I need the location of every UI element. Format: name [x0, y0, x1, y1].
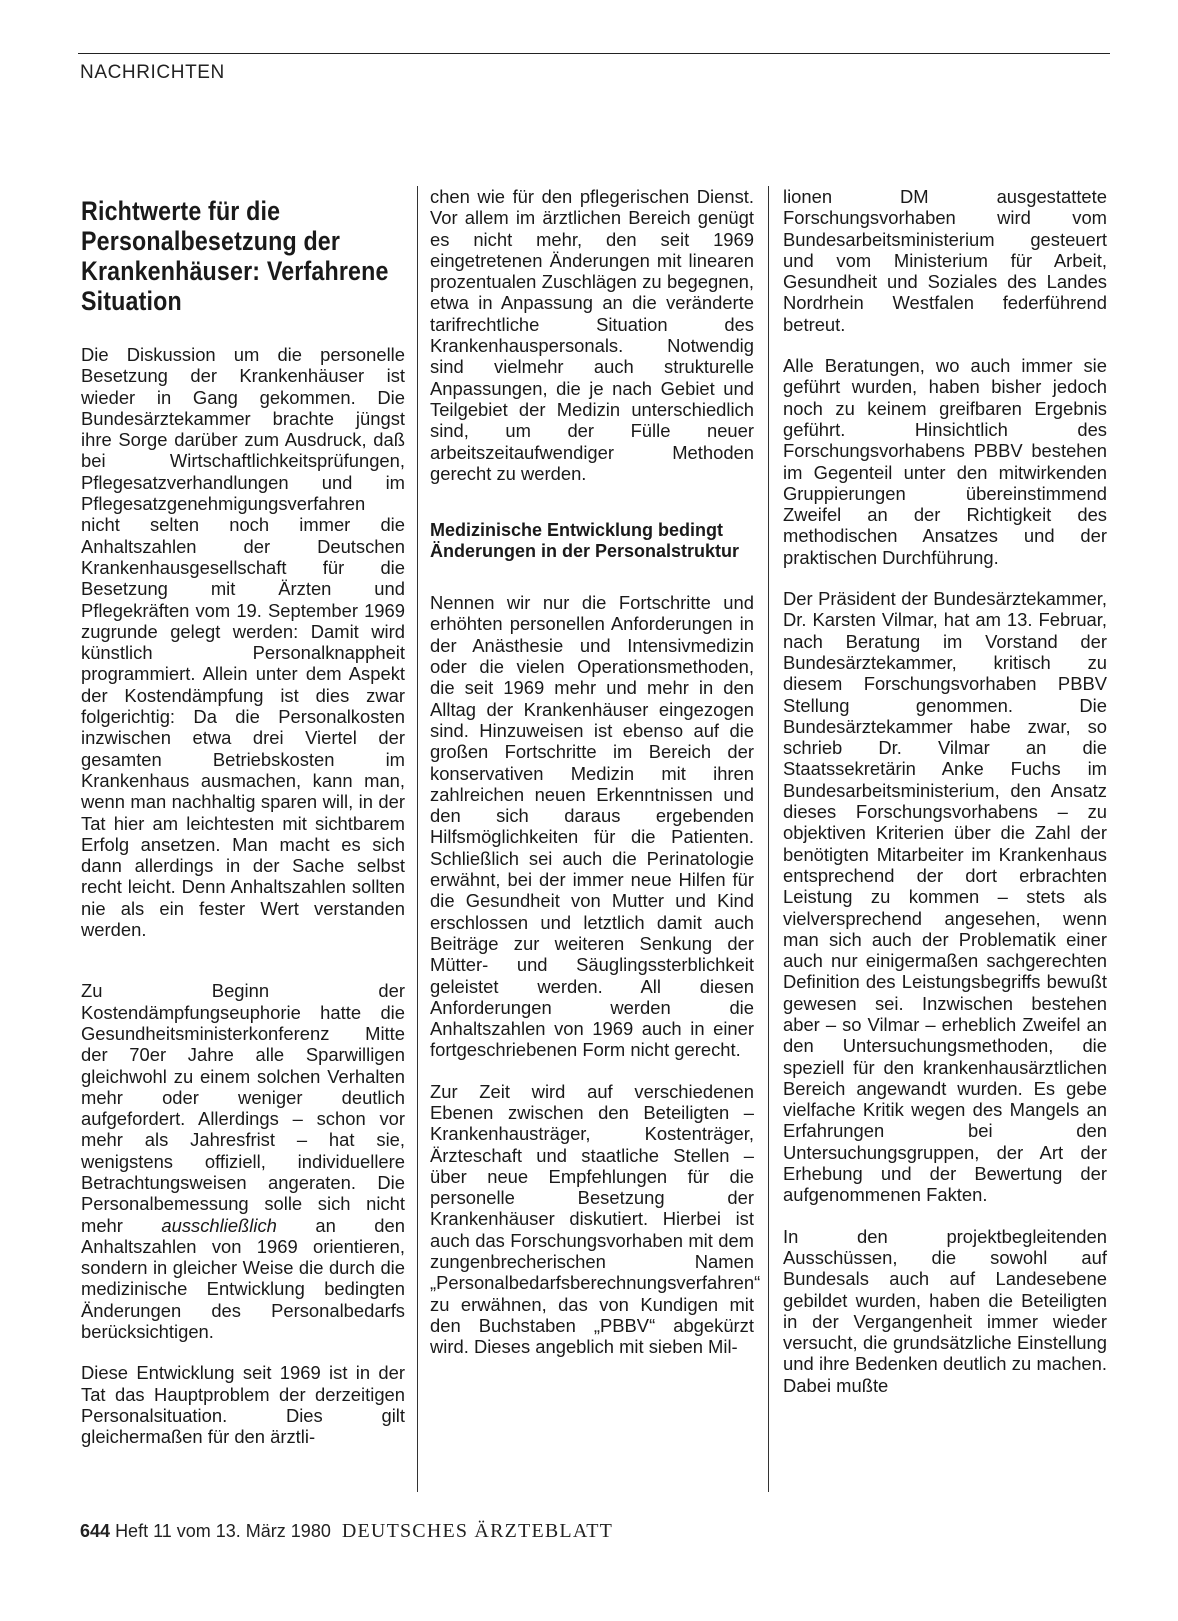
column-divider	[768, 186, 769, 1492]
paragraph: lionen DM ausgestattete Forschungsvorhaben wird vom Bundesarbeitsministerium gesteuert und vom Ministerium für Arbeit, Gesundheit und Soziales des Landes Nordrhein Westfalen federführend betreut.	[783, 186, 1107, 335]
top-rule	[78, 53, 1110, 54]
article-headline: Richtwerte für die Personalbesetzung der Krankenhäuser: Verfahrene Situation	[81, 196, 389, 316]
column-divider	[417, 186, 418, 1492]
paragraph: Der Präsident der Bundesärztekammer, Dr. Karsten Vilmar, hat am 13. Februar, nach Beratung im Vorstand der Bundesärztekammer, kritisch zu diesem Forschungsvorhaben PBBV Stellung genommen. Die Bundesärztekammer habe zwar, so schrieb Dr. Vilmar an die Staatssekretärin Anke Fuchs im Bundesarbeitsministerium, den Ansatz dieses Forschungsvorhabens – zu objektiven Kriterien über die Zahl der benötigten Mitarbeiter im Krankenhaus entsprechend der dort erbrachten Leistung zu kommen – stets als vielversprechend angesehen, wenn man sich auch der Problematik einer auch nur einigermaßen sachgerechten Definition des Leistungsbegriffs bewußt gewesen sei. Inzwischen bestehen aber – so Vilmar – erheblich Zweifel an den Untersuchungsmethoden, die speziell für den krankenhausärztlichen Bereich angewandt wurden. Es gebe vielfache Kritik wegen des Mangels an Erfahrungen bei den Untersuchungsgruppen, der Art der Erhebung und der Bewertung der aufgenommenen Fakten.	[783, 588, 1107, 1206]
paragraph: Zur Zeit wird auf verschiedenen Ebenen zwischen den Beteiligten – Krankenhausträger, Kostenträger, Ärzteschaft und staatliche Stellen – über neue Empfehlungen für die personelle Besetzung der Krankenhäuser diskutiert. Hierbei ist auch das Forschungsvorhaben mit dem zungenbrecherischen Namen „Personalbedarfsberechnungsverfahren“ zu erwähnen, das von Kundigen mit den Buchstaben „PBBV“ abgekürzt wird. Dieses angeblich mit sieben Mil-	[430, 1080, 761, 1358]
subheading: Medizinische Entwicklung bedingt Änderungen in der Personalstruktur	[430, 520, 740, 562]
column-2	[430, 186, 761, 1378]
page-footer	[80, 1520, 613, 1543]
column-3	[783, 186, 1107, 1416]
paragraph	[81, 980, 405, 1342]
paragraph: chen wie für den pflegerischen Dienst. Vor allem im ärztlichen Bereich genügt es nicht mehr, den seit 1969 eingetretenen Änderungen mit linearen prozentualen Zuschlägen zu begegnen, etwa in Anpassung an die veränderte tarifrechtliche Situation des Krankenhauspersonals. Notwendig sind vielmehr auch strukturelle Anpassungen, die je nach Gebiet und Teilgebiet der Medizin unterschiedlich sind, um der Fülle neuer arbeitszeitaufwendiger Methoden gerecht zu werden.	[430, 186, 754, 484]
paragraph: Die Diskussion um die personelle Besetzung der Krankenhäuser ist wieder in Gang gekommen. Die Bundesärztekammer brachte jüngst ihre Sorge darüber zum Ausdruck, daß bei Wirtschaftlichkeitsprüfungen, Pflegesatzverhandlungen und im Pflegesatzgenehmigungsverfahren nicht selten noch immer die Anhaltszahlen der Deutschen Krankenhausgesellschaft für die Besetzung mit Ärzten und Pflegekräften vom 19. September 1969 zugrunde gelegt werden: Damit wird künstlich Personalknappheit programmiert. Allein unter dem Aspekt der Kostendämpfung ist dies zwar folgerichtig: Da die Personalkosten inzwischen etwa drei Viertel der gesamten Betriebskosten im Krankenhaus ausmachen, kann man, wenn man nachhaltig sparen will, in der Tat hier am leichtesten mit sichtbarem Erfolg ansetzen. Man macht es sich dann allerdings in der Sache selbst recht leicht. Denn Anhaltszahlen sollten nie als ein fester Wert verstanden werden.	[81, 344, 405, 941]
paragraph-text: Zu Beginn der Kostendämpfungseuphorie hatte die Gesundheitsministerkonferenz Mitte der 70er Jahre alle Sparwilligen gleichwohl zu einem solchen Verhalten mehr oder weniger deutlich aufgefordert. Allerdings – schon vor mehr als Jahresfrist – hat sie, wenigstens offiziell, individuellere Betrachtungsweisen angeraten. Die Personalbemessung solle sich nicht mehr	[81, 980, 405, 1236]
paragraph-text: an den Anhaltszahlen von 1969 orientieren, sondern in gleicher Weise die durch die medizinische Entwicklung bedingten Änderungen des Personalbedarfs berücksichtigen.	[81, 1214, 405, 1343]
page-number: 644	[80, 1521, 111, 1541]
column-1	[81, 190, 405, 1468]
paragraph: In den projektbegleitenden Ausschüssen, die sowohl auf Bundesals auch auf Landesebene gebildet wurden, haben die Beteiligten in der Vergangenheit immer wieder versucht, die grundsätzliche Einstellung und ihre Bedenken deutlich zu machen. Dabei mußte	[783, 1225, 1107, 1396]
section-label: NACHRICHTEN	[80, 62, 225, 83]
issue-info: Heft 11 vom 13. März 1980	[115, 1521, 331, 1541]
magazine-name: DEUTSCHES ÄRZTEBLATT	[341, 1520, 614, 1542]
paragraph: Nennen wir nur die Fortschritte und erhöhten personellen Anforderungen in der Anästhesie und Intensivmedizin oder die vielen Operationsmethoden, die seit 1969 mehr und mehr in den Alltag der Krankenhäuser eingezogen sind. Hinzuweisen ist ebenso auf die großen Fortschritte im Bereich der konservativen Medizin mit ihren zahlreichen neuen Erkenntnissen und den sich daraus ergebenden Hilfsmöglichkeiten für die Patienten. Schließlich sei auch die Perinatologie erwähnt, bei der immer neue Hilfen für die Gesundheit von Mutter und Kind erschlossen und letztlich damit auch Beiträge zur weiteren Senkung der Mütter- und Säuglingssterblichkeit geleistet werden. All diesen Anforderungen werden die Anhaltszahlen von 1969 auch in einer fortgeschriebenen Form nicht gerecht.	[430, 592, 754, 1061]
paragraph: Alle Beratungen, wo auch immer sie geführt wurden, haben bisher jedoch noch zu keinem greifbaren Ergebnis geführt. Hinsichtlich des Forschungsvorhabens PBBV bestehen im Gegenteil unter den mitwirkenden Gruppierungen übereinstimmend Zweifel an der Richtigkeit des methodischen Ansatzes und der praktischen Durchführung.	[783, 355, 1107, 568]
emphasis-text: ausschließlich	[161, 1214, 277, 1236]
paragraph: Diese Entwicklung seit 1969 ist in der Tat das Hauptproblem der derzeitigen Personalsituation. Dies gilt gleichermaßen für den ärztli-	[81, 1362, 405, 1448]
